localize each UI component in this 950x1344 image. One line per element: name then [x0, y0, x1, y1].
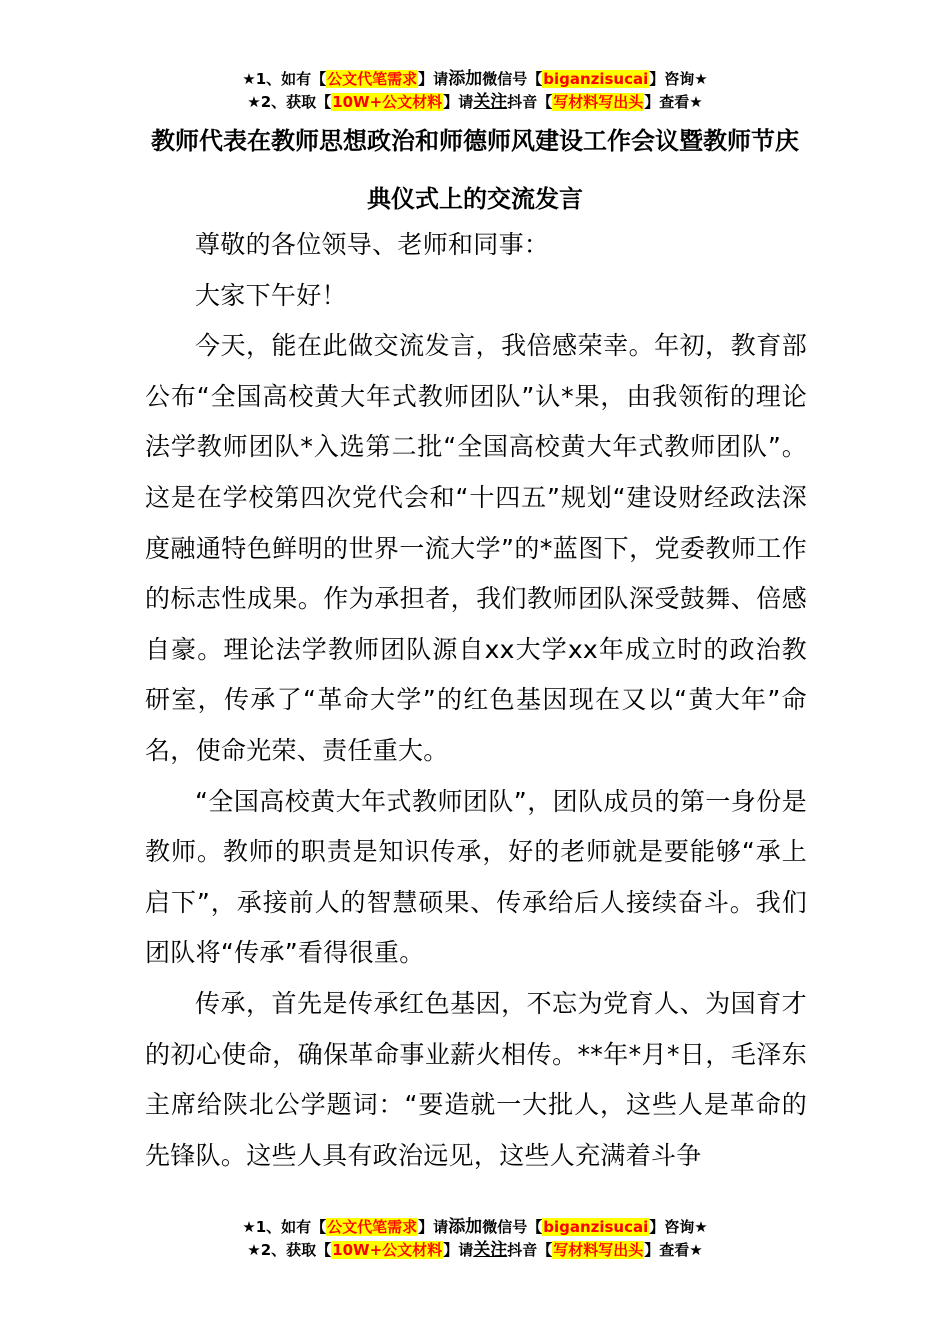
- banner-line-1: [0, 1216, 950, 1239]
- banner-text: 抖音【: [507, 93, 553, 111]
- salutation: 尊敬的各位领导、老师和同事：: [195, 230, 550, 259]
- banner-highlight: biganzisucai: [543, 1218, 649, 1236]
- banner-line-2: [0, 91, 950, 114]
- banner-text: 】咨询★: [649, 1218, 708, 1236]
- footer-banner: [0, 1216, 950, 1262]
- banner-text: 抖音【: [507, 1241, 553, 1259]
- banner-text: ★2、获取【: [247, 93, 332, 111]
- document-title: 教师代表在教师思想政治和师德师风建设工作会议暨教师节庆典仪式上的交流发言: [151, 127, 799, 213]
- banner-text: ★1、如有【: [242, 70, 327, 88]
- document-body: [145, 220, 807, 1181]
- body-paragraph: 今天，能在此做交流发言，我倍感荣幸。年初，教育部公布“全国高校黄大年式教师团队”认*果，由我领衔的理论法学教师团队*入选第二批“全国高校黄大年式教师团队”。这是在学校第四次党代会和“十四五”规划“建设财经政法深度融通特色鲜明的世界一流大学”的*蓝图下，党委教师工作的标志性成果。作为承担者，我们教师团队深受鼓舞、倍感自豪。理论法学教师团队源自xx大学xx年成立时的政治教研室，传承了“革命大学”的红色基因现在又以“黄大年”命名，使命光荣、责任重大。: [145, 331, 807, 765]
- banner-highlight: 公文代笔需求: [327, 70, 418, 88]
- banner-text: ★2、获取【: [247, 1241, 332, 1259]
- banner-highlight: 写材料写出头: [553, 93, 644, 111]
- body-paragraph: “全国高校黄大年式教师团队”，团队成员的第一身份是教师。教师的职责是知识传承，好的老师就是要能够“承上启下”，承接前人的智慧硕果、传承给后人接续奋斗。我们团队将“传承”看得很重。: [145, 786, 807, 968]
- banner-text: 】咨询★: [649, 70, 708, 88]
- banner-text: 】查看★: [644, 93, 703, 111]
- banner-emphasis: 添加: [448, 1217, 483, 1237]
- banner-highlight: 写材料写出头: [553, 1241, 644, 1259]
- body-paragraph: 传承，首先是传承红色基因，不忘为党育人、为国育才的初心使命，确保革命事业薪火相传。**年*月*日，毛泽东主席给陕北公学题词：“要造就一大批人，这些人是革命的先锋队。这些人具有政治远见，这些人充满着斗争: [145, 988, 807, 1170]
- banner-text: 】请: [418, 70, 449, 88]
- banner-line-2: [0, 1239, 950, 1262]
- greeting: 大家下午好！: [195, 280, 347, 310]
- banner-text: 】请: [443, 1241, 474, 1259]
- banner-text: 】请: [418, 1218, 449, 1236]
- banner-emphasis: 添加: [448, 69, 483, 89]
- banner-emphasis: 关注: [473, 92, 508, 112]
- header-banner: [0, 68, 950, 114]
- banner-text: 微信号【: [482, 1218, 543, 1236]
- banner-line-1: [0, 68, 950, 91]
- banner-highlight: biganzisucai: [543, 70, 649, 88]
- banner-text: ★1、如有【: [242, 1218, 327, 1236]
- banner-highlight: 公文代笔需求: [327, 1218, 418, 1236]
- banner-highlight: 10W+公文材料: [332, 93, 443, 111]
- banner-emphasis: 关注: [473, 1240, 508, 1260]
- banner-text: 微信号【: [482, 70, 543, 88]
- banner-text: 】查看★: [644, 1241, 703, 1259]
- banner-highlight: 10W+公文材料: [332, 1241, 443, 1259]
- banner-text: 】请: [443, 93, 474, 111]
